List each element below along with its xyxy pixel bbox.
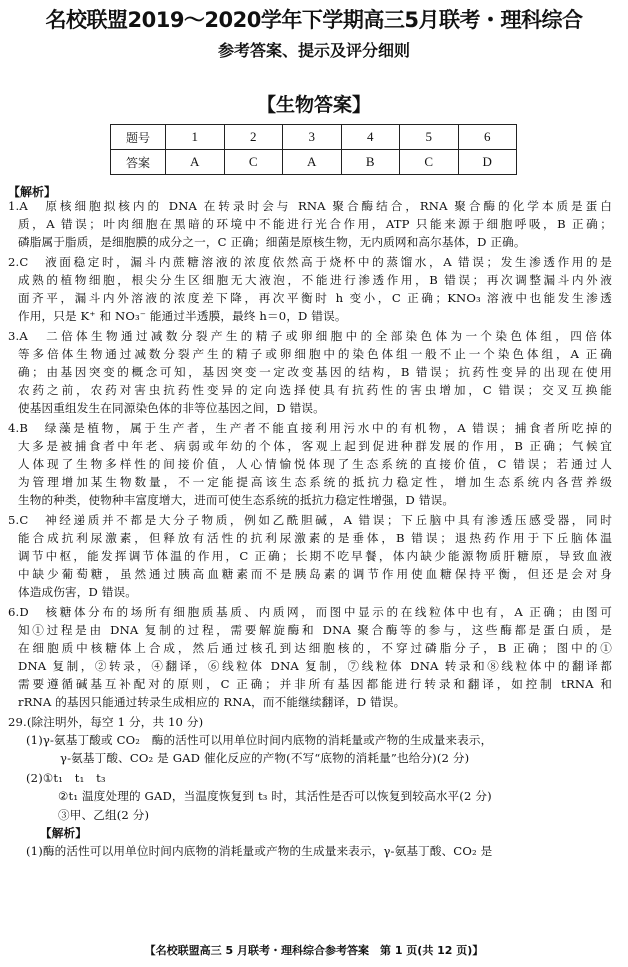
text-line: 29.(除注明外，每空 1 分，共 10 分) — [8, 715, 204, 729]
answer-cell: A — [166, 150, 225, 175]
text-line: 知①过程是由 DNA 复制的过程，需要解旋酶和 DNA 聚合酶等的参与，这些酶都是蛋白质，是 — [18, 623, 612, 637]
question-number: 6 — [458, 125, 517, 150]
text-line: 生物的种类，使物种丰富度增大，进而可使生态系统的抵抗力稳定性增强，D 错误。 — [18, 493, 455, 507]
text-line: 2.C 液面稳定时，漏斗内蔗糖溶液的浓度依然高于烧杯中的蒸馏水，A 错误；发生渗透作用的是 — [8, 255, 612, 269]
text-line: 4.B 绿藻是植物，属于生产者，生产者不能直接利用污水中的有机物，A 错误；捕食者所吃掉的 — [8, 421, 612, 435]
text-line: 6.D 核糖体分布的场所有细胞质基质、内质网，而图中显示的在线粒体中也有，A 正确；由图可 — [8, 605, 612, 619]
text-line: 质，A 错误；叶肉细胞在黑暗的环境中不能进行光合作用，ATP 只能来源于细胞呼吸，B 正确； — [18, 217, 612, 231]
text-line: (1)酶的活性可以用单位时间内底物的消耗量或产物的生成量来表示，γ-氨基丁酸、CO₂ 是 — [26, 844, 493, 858]
text-line: ③甲、乙组(2 分) — [58, 808, 150, 822]
answer-cell: C — [400, 150, 459, 175]
page-footer: 【名校联盟高三 5 月联考・理科综合参考答案 第 1 页(共 12 页)】 — [144, 944, 484, 957]
text-line: 3.A 二倍体生物通过减数分裂产生的精子或卵细胞中的全部染色体为一个染色体组，四倍体 — [8, 329, 612, 343]
text-line: DNA 复制，②转录，④翻译，⑥线粒体 DNA 复制，⑦线粒体 DNA 转录和⑧线粒体中的翻译都 — [18, 659, 612, 673]
analysis-heading: 【解析】 — [8, 185, 57, 199]
text-line: 在细胞质中核糖体上合成，然后通过核孔到达细胞核的，不穿过磷脂分子，B 正确；图中的① — [18, 641, 612, 655]
text-line: 确；由基因突变的概念可知，基因突变一定改变基因的结构，B 错误；抗药性变异的出现在使用 — [18, 365, 612, 379]
text-line: 大多是被捕食者中年老、病弱或年幼的个体，客观上起到促进种群发展的作用，B 正确；气候宜 — [18, 439, 612, 453]
text-line: 磷脂属于脂质，是细胞膜的成分之一，C 正确；细菌是原核生物，无内质网和高尔基体，D 正确。 — [18, 235, 526, 249]
answer-cell: B — [341, 150, 400, 175]
table-row — [111, 125, 517, 150]
text-line: 成熟的植物细胞，根尖分生区细胞无大液泡，不能进行渗透作用，B 错误；再次调整漏斗内外液 — [18, 273, 612, 287]
text-line: 等多倍体生物通过减数分裂产生的精子或卵细胞中的染色体组一般不止一个染色体组，A 正确 — [18, 347, 612, 361]
answer-cell: A — [283, 150, 342, 175]
question-number: 4 — [341, 125, 400, 150]
text-line: 农药之前，农药对害虫抗药性变异的定向选择使具有抗药性的害虫增加，C 错误；交叉互换能 — [18, 383, 612, 397]
text-line: 【解析】 — [40, 826, 87, 840]
text-line: 使基因重组发生在同源染色体的非等位基因之间，D 错误。 — [18, 401, 325, 415]
question-number: 2 — [224, 125, 283, 150]
answer-cell: D — [458, 150, 517, 175]
row-header-number: 题号 — [111, 125, 166, 150]
text-line: 面齐平，漏斗内外溶液的浓度差下降，再次平衡时 h 变小，C 正确；KNO₃ 溶液中也能发生渗透 — [18, 291, 612, 305]
text-line: 体造成伤害，D 错误。 — [18, 585, 137, 599]
question-number: 5 — [400, 125, 459, 150]
text-line: 能合成抗利尿激素，但释放有活性的抗利尿激素的是垂体，B 错误；退热药作用于下丘脑体温 — [18, 531, 612, 545]
text-line: (1)γ-氨基丁酸或 CO₂ 酶的活性可以用单位时间内底物的消耗量或产物的生成量来表示， — [26, 733, 493, 747]
text-line: (2)①t₁ t₁ t₃ — [26, 771, 106, 785]
text-line: 作用，只是 K⁺ 和 NO₃⁻ 能通过半透膜，最终 h＝0，D 错误。 — [18, 309, 347, 323]
page-subtitle: 参考答案、提示及评分细则 — [217, 41, 410, 60]
question-number: 3 — [283, 125, 342, 150]
text-line: 需要遵循碱基互补配对的原则，C 正确；并非所有基因都能进行转录和翻译，如控制 tRNA 和 — [18, 677, 612, 691]
text-line: 5.C 神经递质并不都是大分子物质，例如乙酰胆碱，A 错误；下丘脑中具有渗透压感受器，同时 — [8, 513, 612, 527]
table-row — [111, 150, 517, 175]
text-line: 人体现了生物多样性的间接价值，人心情愉悦体现了生态系统的直接价值，C 错误；若通过人 — [18, 457, 612, 471]
answer-cell: C — [224, 150, 283, 175]
text-line: 中缺少葡萄糖，虽然通过胰高血糖素而不是胰岛素的调节作用使血糖保持平衡，但还是会对身 — [18, 567, 612, 581]
row-header-answer: 答案 — [111, 150, 166, 175]
text-line: 调节中枢，能发挥调节体温的作用，C 正确；长期不吃早餐，体内缺少能源物质肝糖原，导致血液 — [18, 549, 612, 563]
text-line: γ-氨基丁酸、CO₂ 是 GAD 催化反应的产物(不写“底物的消耗量”也给分)(2 分) — [60, 751, 470, 765]
text-line: rRNA 的基因只能通过转录生成相应的 RNA，而不能继续翻译，D 错误。 — [18, 695, 406, 709]
question-number: 1 — [166, 125, 225, 150]
page-title: 名校联盟2019～2020学年下学期高三5月联考・理科综合 — [45, 8, 583, 32]
answer-table — [110, 124, 517, 175]
text-line: 为管理增加某生物数量，不一定能提高该生态系统的抵抗力稳定性，增加生态系统内各营养级 — [18, 475, 612, 489]
text-line: 1.A 原核细胞拟核内的 DNA 在转录时会与 RNA 聚合酶结合，RNA 聚合酶的化学本质是蛋白 — [8, 199, 612, 213]
section-title: 【生物答案】 — [256, 94, 371, 116]
text-line: ②t₁ 温度处理的 GAD，当温度恢复到 t₃ 时，其活性是否可以恢复到较高水平(2 分) — [58, 789, 492, 803]
